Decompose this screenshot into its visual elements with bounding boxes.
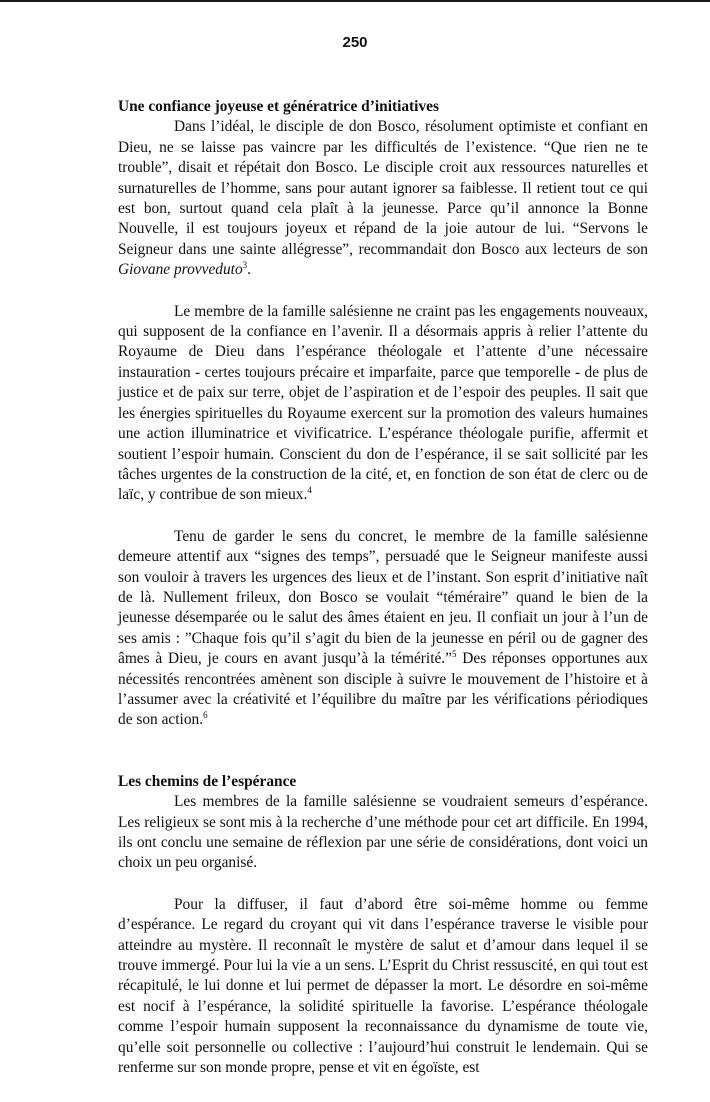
paragraph-chemins-1: Les membres de la famille salésienne se voudraient semeurs d’espérance. Les religieux se sont mis à la recherche d’une méthode pour cet art difficile. En 1994, ils ont conclu une semaine de réflexion par une série de considérations, dont voici un choix un peu organisé. xyxy=(118,793,648,872)
paragraph-confiance-2 xyxy=(118,302,648,506)
paragraph-confiance-1 xyxy=(118,117,648,280)
section-spacer xyxy=(118,731,648,772)
paragraph-text: Le membre de la famille salésienne ne craint pas les engagements nouveaux, qui supposent de la confiance en l’avenir. Il a désormais appris à relier l’attente du Royaume de Dieu dans l’espérance théologale et l’attente d’une nécessaire instauration - certes toujours précaire et imparfaite, parce que temporelle - de plus de justice et de paix sur terre, objet de l’aspiration et de l’espoir des peuples. Il sait que les énergies spirituelles du Royaume exercent sur la promotion des valeurs humaines une action illuminatrice et vivificatrice. L’espérance théologale purifie, affermit et soutient l’espoir humain. Conscient du don de l’espérance, il se sait sollicité par les tâches urgentes de la construction de la cité, et, en fonction de son état de clerc ou de laïc, y contribue de son mieux. xyxy=(118,302,648,504)
page-body xyxy=(118,97,648,1078)
paragraph-spacer xyxy=(118,506,648,527)
footnote-ref-5: 5 xyxy=(452,649,457,660)
paragraph-chemins-2: Pour la diffuser, il faut d’abord être soi-même homme ou femme d’espérance. Le regard du croyant qui vit dans l’espérance traverse le visible pour atteindre au mystère. Il reconnaît le mystère de salut et d’amour dans lequel il se trouve immergé. Pour lui la vie a un sens. L’Esprit du Christ ressuscité, en qui tout est récapitulé, le lui donne et lui permet de dépasser la mort. Le désordre en soi-même est nocif à l’espérance, la solidité spirituelle la favorise. L’espérance théologale comme l’espoir humain supposent la reconnaissance du dynamisme de toute vie, qu’elle soit personnelle ou collective : l’aujourd’hui construit le lendemain. Qui se renferme sur son monde propre, pense et vit en égoïste, est xyxy=(118,895,648,1077)
paragraph-text: Dans l’idéal, le disciple de don Bosco, résolument optimiste et confiant en Dieu, ne se laisse pas vaincre par les difficultés de l’existence. “Que rien ne te trouble”, disait et répétait don Bosco. Le disciple croit aux ressources naturelles et surnaturelles de l’homme, sans pour autant ignorer sa faiblesse. Il retient tout ce qui est bon, surtout quand cela plaît à la jeunesse. Parce qu’il annonce la Bonne Nouvelle, il est toujours joyeux et répand de la joie autour de lui. “Servons le Seigneur dans une sainte allégresse”, recommandait don Bosco aux lecteurs de son xyxy=(118,118,648,258)
top-rule xyxy=(0,0,710,2)
paragraph-spacer xyxy=(118,281,648,302)
paragraph-confiance-3 xyxy=(118,527,648,731)
paragraph-end: . xyxy=(247,261,252,279)
book-title: Giovane provveduto xyxy=(118,261,243,279)
footnote-ref-4: 4 xyxy=(307,485,312,496)
paragraph-text: Tenu de garder le sens du concret, le membre de la famille salésienne demeure attentif aux “signes des temps”, persuadé que le Seigneur manifeste aussi son vouloir à travers les urgences des lieux et de l’instant. Son esprit d’initiative naît de là. Nullement frileux, don Bosco se voulait “téméraire” quand le bien de la jeunesse désemparée ou le salut des âmes étaient en jeu. Il confiait un jour à l’un de ses amis : ”Chaque fois qu’il s’agit du bien de la jeunesse en péril ou de gagner des âmes à Dieu, je cours en avant jusqu’à la témérité.” xyxy=(118,527,648,668)
paragraph-text-continued: Des réponses opportunes aux nécessités rencontrées amènent son disciple à suivre le mouvement de l’histoire et à l’assumer avec la créativité et l’équilibre du maître par les vérifications périodiques de son action. xyxy=(118,650,648,729)
paragraph-spacer xyxy=(118,874,648,895)
footnote-ref-3: 3 xyxy=(242,260,248,271)
page-number: 250 xyxy=(342,34,368,51)
footnote-ref-6: 6 xyxy=(203,710,208,721)
section-heading-chemins: Les chemins de l’espérance xyxy=(118,772,297,790)
section-heading-confiance: Une confiance joyeuse et génératrice d’initiatives xyxy=(118,98,439,115)
